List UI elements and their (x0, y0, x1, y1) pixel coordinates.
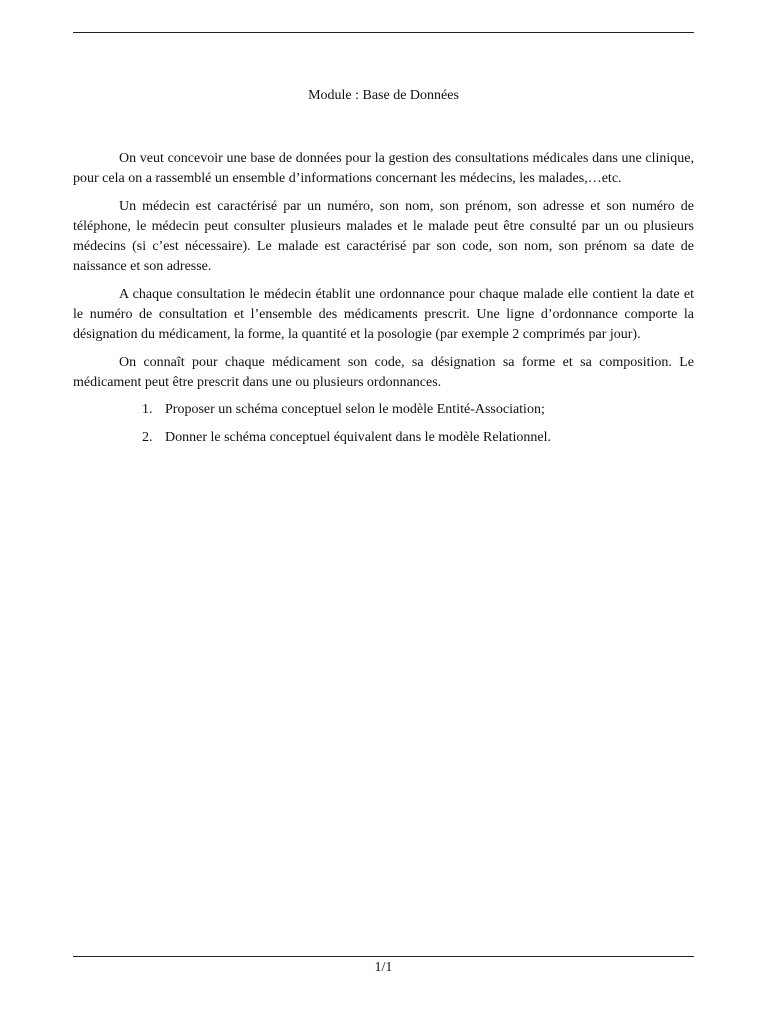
question-number: 2. (142, 430, 153, 446)
question-item (142, 400, 694, 420)
question-number: 1. (142, 402, 153, 418)
paragraph-intro: On veut concevoir une base de données pour la gestion des consultations médicales dans une clinique, pour cela on a rassemblé un ensemble d’informations concernant les médecins, les malades,…etc. (73, 151, 694, 187)
document-body (73, 149, 694, 456)
question-list (73, 400, 694, 448)
page-number: 1/1 (374, 960, 393, 975)
paragraph-medicament: On connaît pour chaque médicament son code, sa désignation sa forme et sa composition. Le médicament peut être prescrit dans une ou plusieurs ordonnances. (73, 354, 694, 390)
question-text: Proposer un schéma conceptuel selon le modèle Entité-Association; (165, 402, 545, 418)
paragraph-medecin: Un médecin est caractérisé par un numéro, son nom, son prénom, son adresse et son numéro de téléphone, le médecin peut consulter plusieurs malades et le malade peut être consulté par un ou plusieurs médecins (si c’est nécessaire). Le malade est caractérisé par son code, son nom, son prénom sa date de naissance et son adresse. (73, 198, 694, 275)
header-rule (73, 32, 694, 33)
question-item (142, 428, 694, 448)
footer-rule (73, 956, 694, 957)
question-text: Donner le schéma conceptuel équivalent dans le modèle Relationnel. (165, 430, 552, 446)
paragraph-consultation: A chaque consultation le médecin établit une ordonnance pour chaque malade elle contient la date et le numéro de consultation et l’ensemble des médicaments prescrit. Une ligne d’ordonnance comporte la désignation du médicament, la forme, la quantité et la posologie (par exemple 2 comprimés par jour). (73, 286, 694, 343)
document-title: Module : Base de Données (308, 88, 459, 103)
